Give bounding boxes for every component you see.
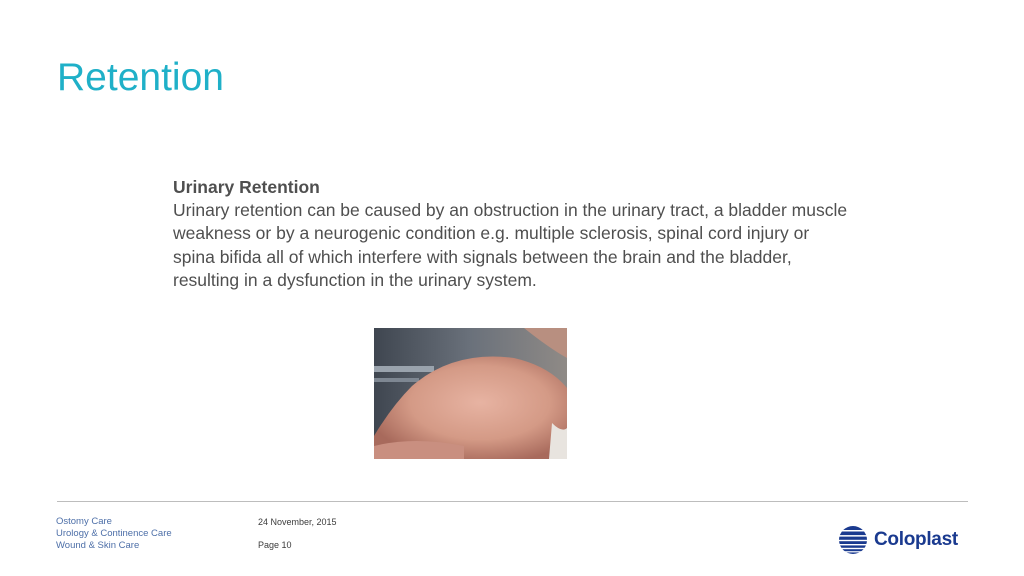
page-number: Page 10 [258, 540, 292, 550]
footer-date: 24 November, 2015 [258, 517, 337, 527]
body-heading: Urinary Retention [173, 177, 320, 197]
logo-wordmark: Coloplast [874, 529, 958, 550]
footer-category: Wound & Skin Care [56, 540, 140, 552]
footer-categories [56, 516, 172, 553]
footer-category: Ostomy Care [56, 516, 112, 527]
coloplast-logo [838, 525, 958, 555]
body-paragraph: Urinary retention can be caused by an obstruction in the urinary tract, a bladder muscle weakness or by a neurogenic condition e.g. multiple sclerosis, spinal cord injury or spina bifida all of which interfere with signals between the brain and the bladder, resulting in a dysfunction in the urinary system. [173, 200, 848, 290]
coloplast-logo-icon [838, 525, 868, 555]
slide-title: Retention [57, 56, 224, 99]
footer-category: Urology & Continence Care [56, 528, 172, 540]
footer-divider [57, 501, 968, 502]
slide-body [173, 176, 853, 292]
distended-abdomen-photo [374, 328, 567, 459]
